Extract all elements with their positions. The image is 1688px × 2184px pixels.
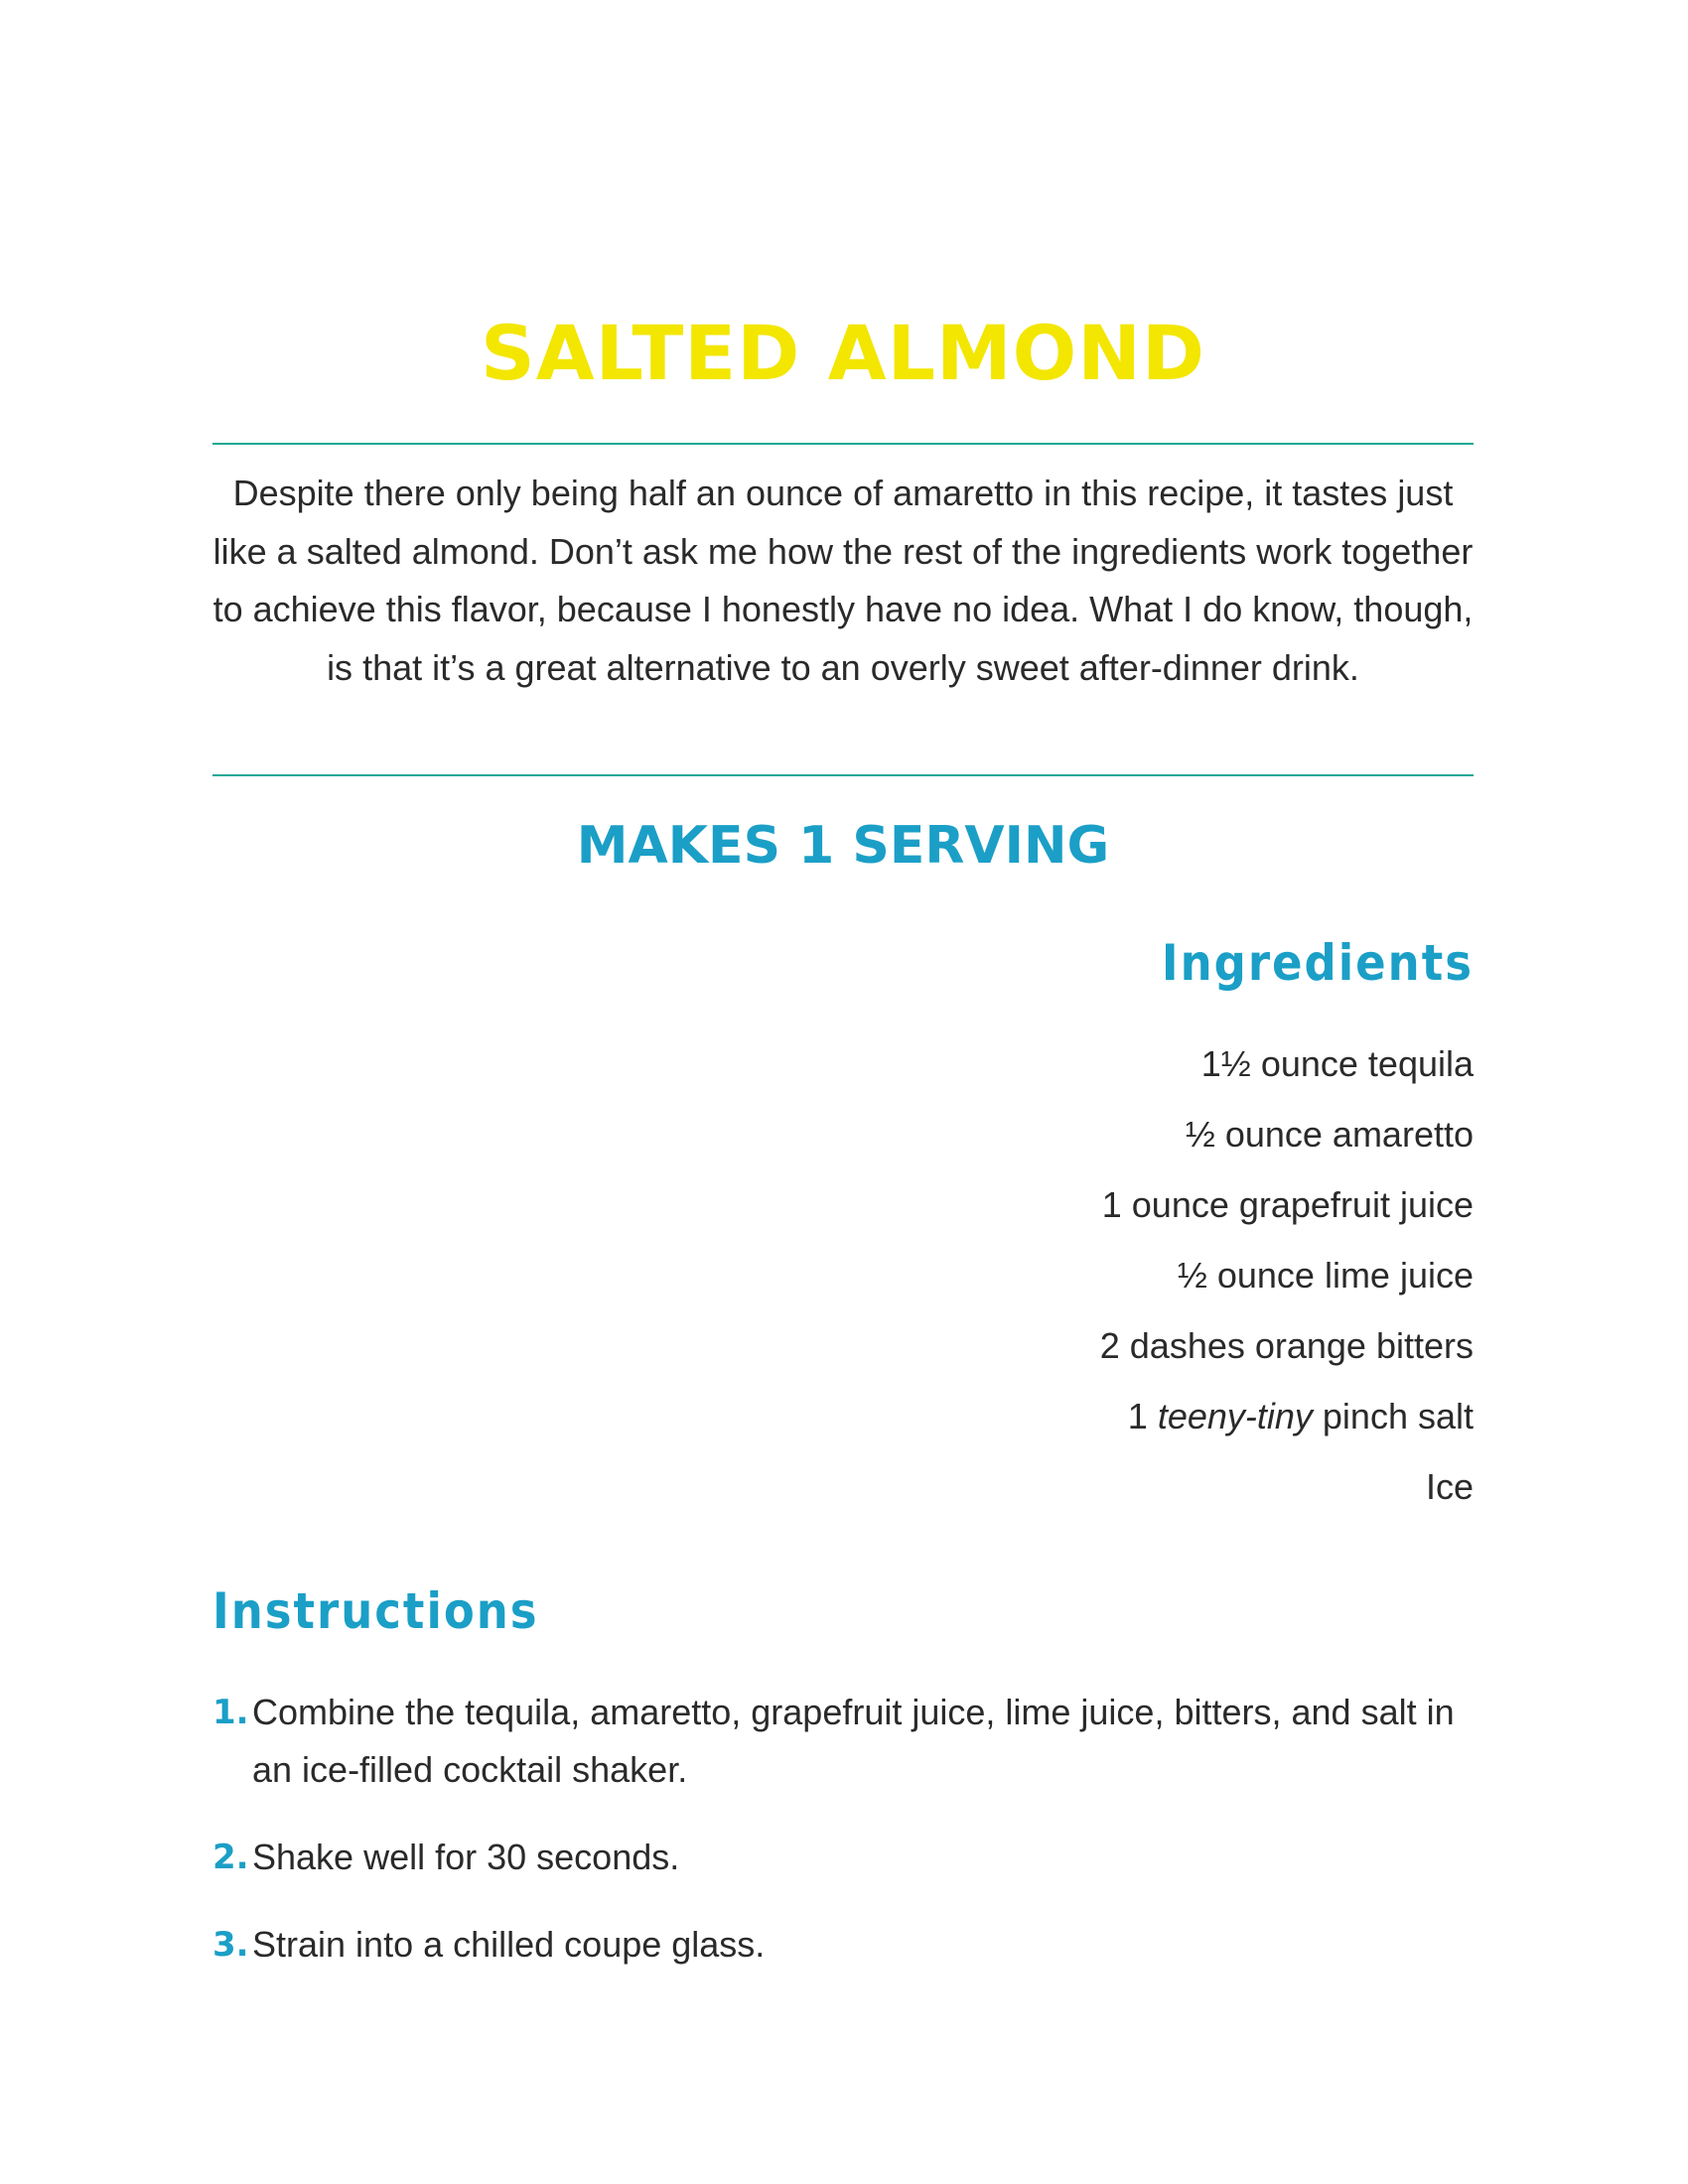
- salt-suffix: pinch salt: [1312, 1396, 1474, 1436]
- step-number: 3.: [212, 1925, 249, 1965]
- recipe-intro: Despite there only being half an ounce of amaretto in this recipe, it tastes just like a salted almond. Don’t ask me how the rest of the ingredients work together to achieve this flavor, because I honestly have no idea. What I do know, though, is that it’s a great alternative to an overly sweet after-dinner drink.: [212, 473, 1474, 688]
- step-text: Combine the tequila, amaretto, grapefruit juice, lime juice, bitters, and salt in an ice-filled cocktail shaker.: [252, 1692, 1455, 1790]
- serving-size: MAKES 1 SERVING: [576, 816, 1110, 876]
- step-number: 2.: [212, 1838, 249, 1877]
- step-text: Strain into a chilled coupe glass.: [252, 1924, 766, 1965]
- top-divider: [212, 443, 1474, 445]
- instruction-step: [212, 1829, 1474, 1886]
- instruction-step: [212, 1684, 1474, 1799]
- ingredient-item: ½ ounce lime juice: [1177, 1255, 1474, 1296]
- step-text: Shake well for 30 seconds.: [252, 1837, 680, 1877]
- ingredient-item: 1 ounce grapefruit juice: [1101, 1184, 1474, 1225]
- instructions-list: [212, 1684, 1474, 2003]
- ingredient-item-salt: [778, 1385, 1474, 1455]
- bottom-divider: [212, 774, 1474, 776]
- instruction-step: [212, 1916, 1474, 1974]
- ingredient-item: 2 dashes orange bitters: [1099, 1325, 1474, 1366]
- ingredient-item: 1½ ounce tequila: [1200, 1043, 1474, 1084]
- instructions-heading: Instructions: [212, 1582, 539, 1640]
- ingredient-item: Ice: [1425, 1466, 1474, 1507]
- ingredients-heading: Ingredients: [1161, 934, 1474, 992]
- ingredients-list: [778, 1032, 1474, 1526]
- salt-emphasis: teeny-tiny: [1157, 1396, 1313, 1436]
- step-number: 1.: [212, 1693, 249, 1732]
- salt-prefix: 1: [1127, 1396, 1158, 1436]
- ingredient-item: ½ ounce amaretto: [1185, 1114, 1474, 1155]
- recipe-title: SALTED ALMOND: [481, 309, 1205, 397]
